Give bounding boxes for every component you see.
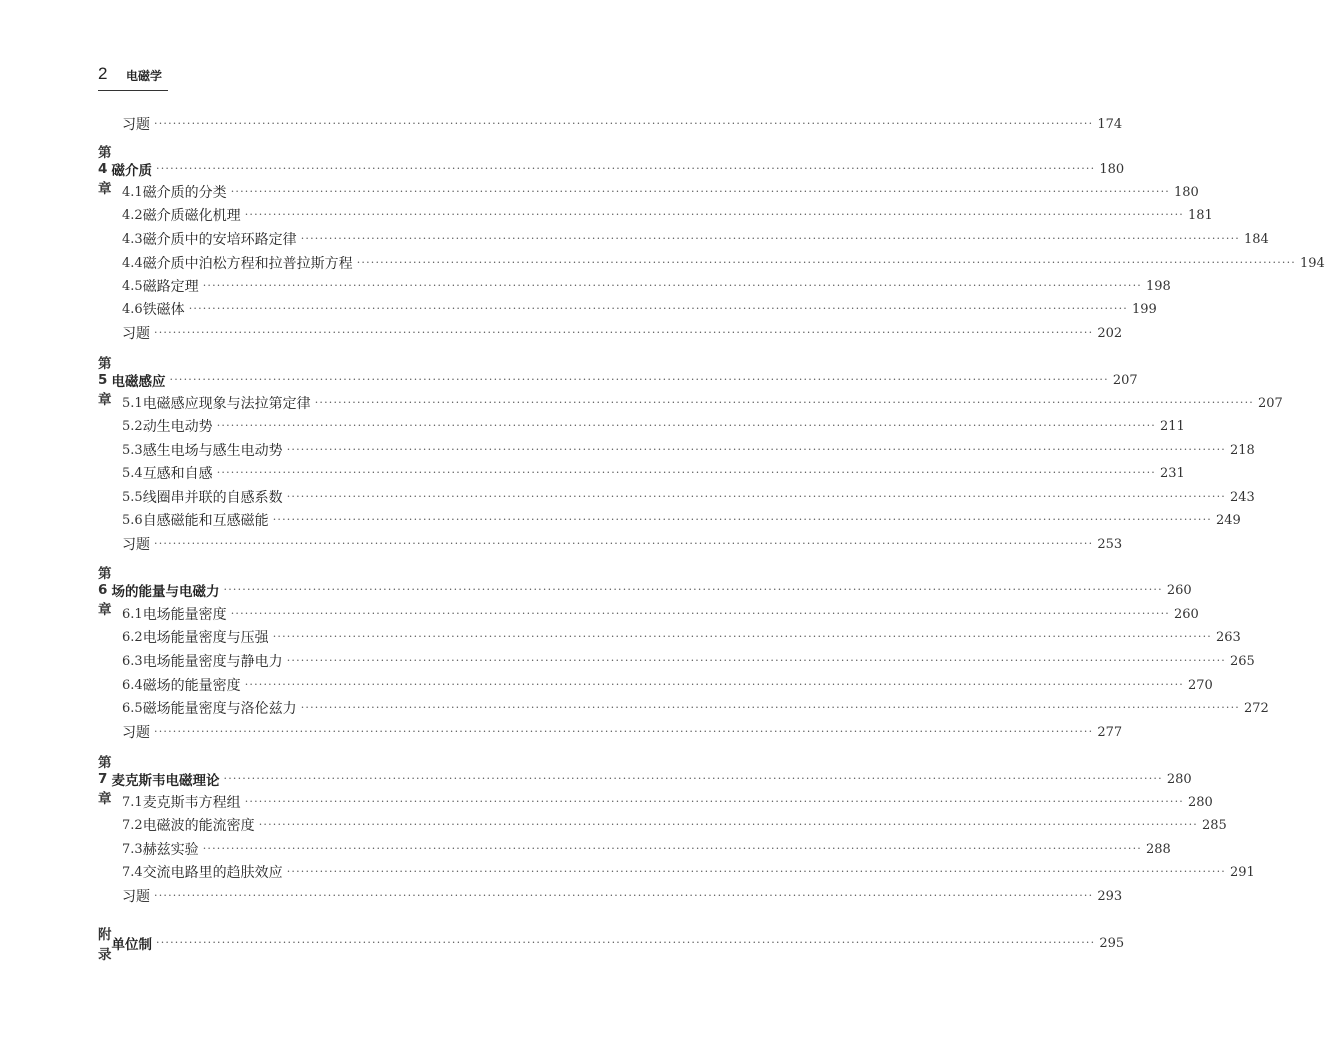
- entry-page-number: 260: [1174, 606, 1199, 622]
- section-number: 6.1: [122, 606, 143, 622]
- section-number: 7.1: [122, 794, 143, 810]
- entry-page-number: 280: [1188, 794, 1213, 810]
- entry-title: 习题: [122, 117, 150, 133]
- dot-leader: ········································································································································································································: [286, 490, 1227, 503]
- entry-title: 麦克斯韦方程组: [142, 795, 241, 811]
- entry-page-number: 295: [1099, 935, 1125, 951]
- toc-entry-section: [98, 791, 1213, 813]
- entry-page-number: 288: [1146, 841, 1171, 857]
- section-number: 4.6: [122, 301, 143, 317]
- dot-leader: ········································································································································································································: [286, 443, 1227, 456]
- entry-title: 磁场的能量密度: [142, 678, 241, 694]
- chapter-number: 第 4 章: [98, 145, 112, 197]
- dot-leader: ········································································································································································································: [230, 607, 1171, 620]
- entry-page-number: 218: [1230, 442, 1255, 458]
- entry-title: 磁介质: [111, 163, 152, 179]
- entry-page-number: 181: [1188, 207, 1213, 223]
- section-number: 4.4: [122, 255, 143, 271]
- dot-leader: ········································································································································································································: [286, 654, 1227, 667]
- dot-leader: ········································································································································································································: [216, 466, 1157, 479]
- dot-leader: ········································································································································································································: [154, 117, 1094, 130]
- dot-leader: ········································································································································································································: [169, 373, 1109, 386]
- entry-title: 感生电场与感生电动势: [142, 443, 283, 459]
- dot-leader: ········································································································································································································: [154, 537, 1094, 550]
- section-number: 6.2: [122, 629, 143, 645]
- dot-leader: ········································································································································································································: [300, 232, 1241, 245]
- toc-entry-section: [98, 204, 1213, 226]
- toc-entry-exercise: [98, 322, 1123, 344]
- toc-entry-section: [98, 486, 1255, 508]
- entry-title: 磁介质磁化机理: [142, 208, 241, 224]
- toc-entry-section: [98, 392, 1283, 414]
- toc-entry-section: [98, 509, 1241, 531]
- dot-leader: ········································································································································································································: [154, 725, 1094, 738]
- dot-leader: ········································································································································································································: [154, 326, 1094, 339]
- page-number: 2: [98, 64, 108, 83]
- entry-page-number: 207: [1112, 372, 1138, 388]
- section-number: 5.2: [122, 418, 143, 434]
- entry-page-number: 202: [1097, 325, 1123, 341]
- section-number: 5.6: [122, 512, 143, 528]
- entry-page-number: 293: [1097, 888, 1123, 904]
- dot-leader: ········································································································································································································: [244, 208, 1185, 221]
- dot-leader: ········································································································································································································: [223, 583, 1163, 596]
- entry-title: 电磁波的能流密度: [142, 818, 255, 834]
- dot-leader: ········································································································································································································: [272, 513, 1213, 526]
- toc-entry-section: [98, 603, 1199, 625]
- dot-leader: ········································································································································································································: [216, 419, 1157, 432]
- section-number: 7.4: [122, 864, 143, 880]
- toc-entry-section: [98, 814, 1227, 836]
- entry-title: 铁磁体: [142, 302, 185, 318]
- entry-page-number: 265: [1230, 653, 1255, 669]
- dot-leader: ········································································································································································································: [356, 256, 1297, 269]
- section-number: 4.1: [122, 184, 143, 200]
- entry-page-number: 277: [1097, 724, 1123, 740]
- section-number: 6.3: [122, 653, 143, 669]
- section-number: 5.4: [122, 465, 143, 481]
- toc-entry-section: [98, 298, 1157, 320]
- entry-page-number: 260: [1166, 582, 1192, 598]
- entry-title: 习题: [122, 725, 150, 741]
- entry-title: 动生电动势: [142, 419, 213, 435]
- entry-title: 习题: [122, 889, 150, 905]
- entry-page-number: 184: [1244, 231, 1269, 247]
- entry-page-number: 207: [1258, 395, 1283, 411]
- dot-leader: ········································································································································································································: [258, 818, 1199, 831]
- section-number: 4.5: [122, 278, 143, 294]
- entry-page-number: 231: [1160, 465, 1185, 481]
- entry-title: 电场能量密度与静电力: [142, 654, 283, 670]
- entry-title: 磁场能量密度与洛伦兹力: [142, 701, 297, 717]
- toc-entry-section: [98, 181, 1199, 203]
- toc-entry-section: [98, 650, 1255, 672]
- entry-title: 线圈串并联的自感系数: [142, 490, 283, 506]
- toc-entry-section: [98, 439, 1255, 461]
- toc-entry-section: [98, 275, 1171, 297]
- entry-page-number: 270: [1188, 677, 1213, 693]
- entry-page-number: 272: [1244, 700, 1269, 716]
- toc-entry-exercise: [98, 721, 1123, 743]
- section-number: 5.5: [122, 489, 143, 505]
- toc-entry-section: [98, 697, 1269, 719]
- dot-leader: ········································································································································································································: [244, 678, 1185, 691]
- entry-title: 单位制: [111, 937, 152, 953]
- toc-entry-section: [98, 415, 1185, 437]
- entry-title: 电磁感应: [111, 374, 166, 390]
- entry-page-number: 291: [1230, 864, 1255, 880]
- toc-entry-section: [98, 838, 1171, 860]
- entry-page-number: 180: [1099, 161, 1125, 177]
- entry-page-number: 253: [1097, 536, 1123, 552]
- entry-title: 电场能量密度与压强: [142, 630, 269, 646]
- chapter-number: 第 7 章: [98, 755, 112, 807]
- entry-title: 习题: [122, 326, 150, 342]
- entry-title: 自感磁能和互感磁能: [142, 513, 269, 529]
- dot-leader: ········································································································································································································: [154, 889, 1094, 902]
- appendix-label: 附录: [98, 927, 112, 963]
- toc-entry-section: [98, 861, 1255, 883]
- section-number: 6.4: [122, 677, 143, 693]
- section-number: 7.2: [122, 817, 143, 833]
- chapter-number: 第 5 章: [98, 356, 112, 408]
- entry-page-number: 180: [1174, 184, 1199, 200]
- dot-leader: ········································································································································································································: [188, 302, 1129, 315]
- entry-title: 磁介质中泊松方程和拉普拉斯方程: [142, 256, 353, 272]
- toc-entry-exercise: [98, 533, 1123, 555]
- entry-page-number: 199: [1132, 301, 1157, 317]
- dot-leader: ········································································································································································································: [202, 842, 1143, 855]
- entry-page-number: 211: [1160, 418, 1185, 434]
- dot-leader: ········································································································································································································: [230, 185, 1171, 198]
- dot-leader: ········································································································································································································: [286, 865, 1227, 878]
- entry-title: 互感和自感: [142, 466, 213, 482]
- section-number: 5.1: [122, 395, 143, 411]
- section-number: 4.2: [122, 207, 143, 223]
- entry-title: 场的能量与电磁力: [111, 584, 220, 600]
- section-number: 7.3: [122, 841, 143, 857]
- toc-entry-section: [98, 462, 1185, 484]
- entry-title: 磁路定理: [142, 279, 199, 295]
- toc-entry-exercise: [98, 885, 1123, 907]
- entry-page-number: 243: [1230, 489, 1255, 505]
- section-number: 4.3: [122, 231, 143, 247]
- dot-leader: ········································································································································································································: [223, 772, 1163, 785]
- entry-page-number: 249: [1216, 512, 1241, 528]
- section-number: 5.3: [122, 442, 143, 458]
- book-title: 电磁学: [126, 69, 163, 83]
- chapter-number: 第 6 章: [98, 566, 112, 618]
- entry-page-number: 198: [1146, 278, 1171, 294]
- toc-entry-section: [98, 252, 1325, 274]
- entry-title: 习题: [122, 537, 150, 553]
- entry-page-number: 194: [1300, 255, 1325, 271]
- entry-page-number: 280: [1166, 771, 1192, 787]
- dot-leader: ········································································································································································································: [156, 162, 1096, 175]
- entry-title: 磁介质的分类: [142, 185, 227, 201]
- entry-page-number: 285: [1202, 817, 1227, 833]
- dot-leader: ········································································································································································································: [272, 630, 1213, 643]
- entry-title: 电场能量密度: [142, 607, 227, 623]
- toc-entry-appendix: [98, 927, 1125, 963]
- toc-entry-section: [98, 626, 1241, 648]
- entry-page-number: 263: [1216, 629, 1241, 645]
- entry-title: 麦克斯韦电磁理论: [111, 773, 220, 789]
- dot-leader: ········································································································································································································: [156, 936, 1096, 949]
- toc-entry-section: [98, 228, 1269, 250]
- toc-entry-section: [98, 674, 1213, 696]
- section-number: 6.5: [122, 700, 143, 716]
- entry-title: 磁介质中的安培环路定律: [142, 232, 297, 248]
- dot-leader: ········································································································································································································: [300, 701, 1241, 714]
- dot-leader: ········································································································································································································: [314, 396, 1255, 409]
- toc-entry-exercise: [98, 113, 1123, 135]
- dot-leader: ········································································································································································································: [244, 795, 1185, 808]
- entry-title: 交流电路里的趋肤效应: [142, 865, 283, 881]
- dot-leader: ········································································································································································································: [202, 279, 1143, 292]
- entry-title: 电磁感应现象与法拉第定律: [142, 396, 311, 412]
- entry-page-number: 174: [1097, 116, 1123, 132]
- entry-title: 赫兹实验: [142, 842, 199, 858]
